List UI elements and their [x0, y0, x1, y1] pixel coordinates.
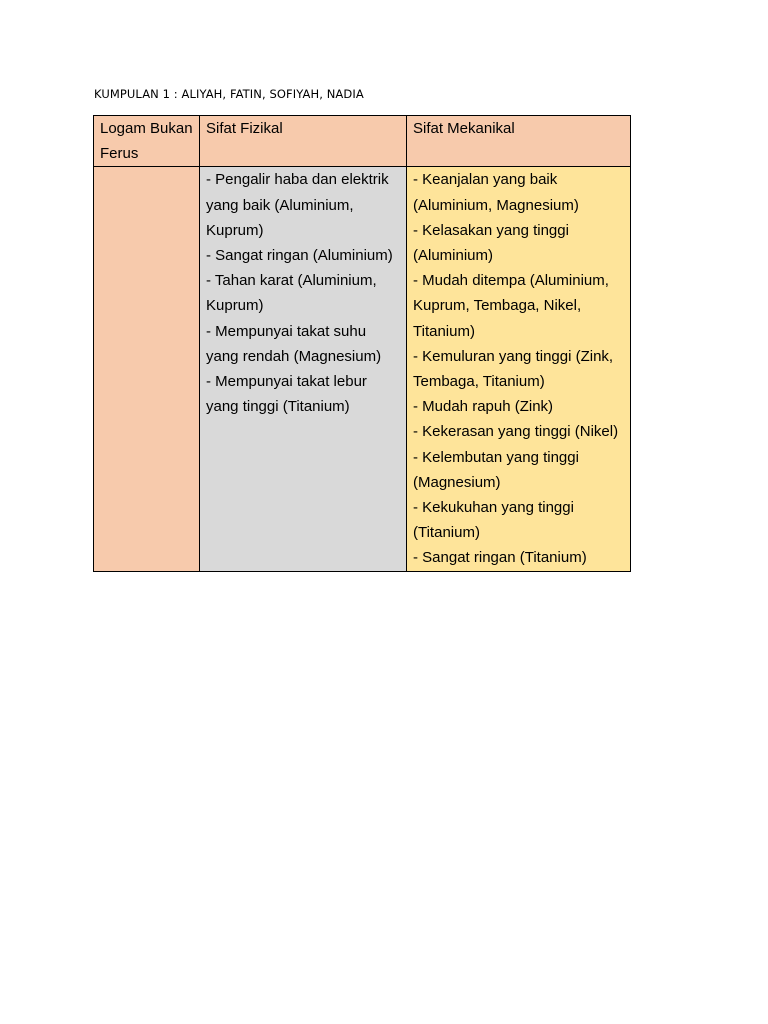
- header-logam-bukan-ferus: Logam Bukan Ferus: [94, 116, 200, 167]
- list-item: - Kelembutan yang tinggi (Magnesium): [413, 448, 579, 491]
- list-item: - Kekerasan yang tinggi (Nikel): [413, 423, 619, 441]
- list-item: - Keanjalan yang baik (Aluminium, Magnesium): [413, 171, 579, 214]
- list-item: - Mempunyai takat suhu yang rendah (Magnesium): [206, 322, 382, 365]
- header-sifat-mekanikal: Sifat Mekanikal: [407, 116, 631, 167]
- cell-sifat-mekanikal: [407, 167, 631, 571]
- list-item: - Sangat ringan (Aluminium): [206, 247, 393, 265]
- cell-sifat-fizikal: [200, 167, 407, 571]
- list-item: - Mempunyai takat lebur yang tinggi (Titanium): [206, 373, 367, 416]
- cell-logam-bukan-ferus: [94, 167, 200, 571]
- list-item: - Sangat ringan (Titanium): [413, 549, 587, 567]
- table-body-row: [94, 167, 631, 571]
- list-item: - Kemuluran yang tinggi (Zink, Tembaga, Titanium): [413, 347, 614, 391]
- list-item: - Kekukuhan yang tinggi (Titanium): [413, 499, 574, 542]
- table-header-row: [94, 116, 631, 167]
- list-item: - Mudah rapuh (Zink): [413, 398, 554, 416]
- list-item: - Kelasakan yang tinggi (Aluminium): [413, 221, 569, 265]
- list-item: - Mudah ditempa (Aluminium, Kuprum, Tembaga, Nikel, Titanium): [413, 272, 609, 340]
- properties-table: [93, 115, 631, 572]
- group-heading: KUMPULAN 1 : ALIYAH, FATIN, SOFIYAH, NADIA: [94, 87, 364, 101]
- list-item: - Pengalir haba dan elektrik yang baik (Aluminium, Kuprum): [206, 171, 389, 239]
- list-item: - Tahan karat (Aluminium, Kuprum): [206, 272, 377, 315]
- header-sifat-fizikal: Sifat Fizikal: [200, 116, 407, 167]
